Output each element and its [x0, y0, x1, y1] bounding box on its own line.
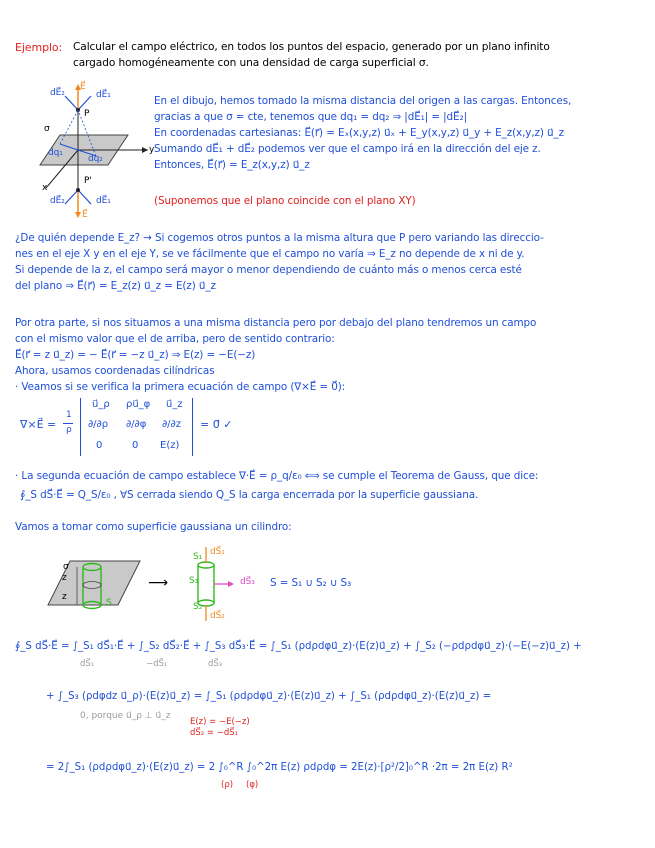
- curl-frac-bar: [63, 423, 73, 424]
- label-dE1-bottom: dE⃗₁: [96, 196, 111, 206]
- symmetry-line-4: Ahora, usamos coordenadas cilíndricas: [15, 365, 215, 377]
- det-r3c1: 0: [96, 440, 103, 451]
- fig2-S2: S₂: [193, 602, 203, 612]
- fig2-S: S: [106, 598, 112, 608]
- symmetry-line-5: · Veamos si se verifica la primera ecuación de campo (∇×E⃗ = 0⃗):: [15, 381, 346, 393]
- curl-frac-den: ρ: [66, 425, 72, 435]
- example-label: Ejemplo:: [15, 41, 63, 54]
- label-dE2-bottom: dE⃗₂: [50, 196, 65, 206]
- intro-line-2: gracias a que σ = cte, tenemos que dq₁ = dq₂ ⇒ |dE⃗₁| = |dE⃗₂|: [154, 111, 467, 123]
- label-dE2-top: dE⃗₂: [50, 88, 65, 98]
- problem-statement-line2: cargado homogéneamente con una densidad de carga superficial σ.: [73, 57, 429, 69]
- det-r3c3: E(z): [160, 440, 180, 451]
- fig2-arrow: ⟶: [148, 575, 168, 591]
- det-r1c2: ρu⃗_φ: [126, 399, 151, 410]
- point-P-prime: [76, 188, 80, 192]
- fig2-height-top: z: [62, 573, 67, 583]
- fig2-S3: S₃: [189, 576, 199, 586]
- dE2-bottom-vector: [65, 190, 78, 204]
- fig2-union: S = S₁ ∪ S₂ ∪ S₃: [270, 577, 352, 589]
- label-dq2: dq₂: [88, 154, 103, 164]
- label-E-top: E⃗: [80, 82, 86, 92]
- det-r1c3: u⃗_z: [166, 399, 183, 410]
- symmetry-line-1: Por otra parte, si nos situamos a una misma distancia pero por debajo del plano tendremos un campo: [15, 317, 537, 329]
- dS3-arrowhead: [228, 581, 234, 587]
- fig2-S1: S₁: [193, 552, 203, 562]
- eq3-note-rho: (ρ): [221, 780, 234, 790]
- curl-result: = 0⃗ ✓: [200, 418, 233, 431]
- eq2-note-zero: 0, porque u⃗_ρ ⊥ u⃗_z: [80, 711, 171, 721]
- dE1-top-vector: [78, 96, 91, 110]
- fig2-dS3: dS⃗₃: [240, 577, 255, 587]
- gauss-line-1: · La segunda ecuación de campo establece ∇·E⃗ = ρ_q/ε₀ ⟺ se cumple el Teorema de Gauss, que dice:: [15, 470, 539, 482]
- eq2-note-ez: E(z) = −E(−z): [190, 717, 250, 727]
- intro-line-1: En el dibujo, hemos tomado la misma distancia del origen a las cargas. Entonces,: [154, 95, 572, 107]
- det-r2c1: ∂/∂ρ: [88, 419, 109, 430]
- symmetry-line-3: E⃗(r⃗ = z u⃗_z) = − E⃗(r⃗ = −z u⃗_z) ⇒ E(z) = −E(−z): [15, 349, 256, 361]
- intro-line-3: En coordenadas cartesianas: E⃗(r⃗) = Eₓ(x,y,z) u⃗ₓ + E_y(x,y,z) u⃗_y + E_z(x,y,z) u⃗_z: [154, 127, 564, 139]
- dE2-top-vector: [65, 96, 78, 110]
- label-E-bottom: E⃗: [82, 210, 88, 220]
- fig2-height-bottom: z: [62, 592, 67, 602]
- assumption-note: (Suponemos que el plano coincide con el plano XY): [154, 195, 416, 207]
- dependence-line-2: nes en el eje X y en el eje Y, se ve fácilmente que el campo no varía ⇒ E_z no depende de x ni de y.: [15, 248, 525, 260]
- det-r3c2: 0: [132, 440, 139, 451]
- dependence-line-4: del plano ⇒ E⃗(r⃗) = E_z(z) u⃗_z = E(z) u⃗_z: [15, 280, 216, 292]
- curl-lhs: ∇×E⃗ =: [20, 418, 57, 431]
- det-r2c2: ∂/∂φ: [126, 419, 147, 430]
- label-P-prime: P': [84, 176, 92, 186]
- fig2-sigma: σ: [63, 562, 69, 572]
- eq1-note-dS3: dS⃗₃: [208, 659, 223, 669]
- det-r1c1: u⃗_ρ: [92, 399, 110, 410]
- gauss-line-2: ∮_S dS⃗·E⃗ = Q_S/ε₀ , ∀S cerrada siendo Q_S la carga encerrada por la superficie gaussiana.: [20, 489, 479, 501]
- y-axis-arrow: [142, 147, 148, 153]
- curl-frac-num: 1: [66, 410, 72, 420]
- symmetry-line-2: con el mismo valor que el de arriba, pero de sentido contrario:: [15, 333, 335, 345]
- problem-statement-line1: Calcular el campo eléctrico, en todos los puntos del espacio, generado por un plano infinito: [73, 41, 550, 53]
- gauss-equation-2: + ∫_S₃ (ρdφdz u⃗_ρ)·(E(z)u⃗_z) = ∫_S₁ (ρdρdφu⃗_z)·(E(z)u⃗_z) + ∫_S₁ (ρdρdφu⃗_z)·(E(z)u⃗_z) =: [46, 691, 492, 702]
- label-sigma: σ: [44, 124, 50, 134]
- label-P: P: [84, 109, 90, 119]
- eq1-note-neg-dS1: −dS⃗₁: [146, 659, 168, 669]
- label-y-axis: y: [149, 145, 155, 155]
- eq1-note-dS1: dS⃗₁: [80, 659, 95, 669]
- fig2-dS2: dS⃗₂: [210, 611, 225, 621]
- cylinder-intro: Vamos a tomar como superficie gaussiana un cilindro:: [15, 521, 292, 533]
- gauss-equation-3: = 2∫_S₁ (ρdρdφu⃗_z)·(E(z)u⃗_z) = 2 ∫₀^R ∫₀^2π E(z) ρdρdφ = 2E(z)·[ρ²/2]₀^R ·2π = 2π E(z) R²: [46, 762, 513, 773]
- intro-line-4: Sumando dE⃗₁ + dE⃗₂ podemos ver que el campo irá en la dirección del eje z.: [154, 143, 541, 155]
- intro-line-5: Entonces, E⃗(r⃗) = E_z(x,y,z) u⃗_z: [154, 159, 310, 171]
- label-x-axis: x: [42, 183, 48, 193]
- label-dq1: dq₁: [48, 148, 63, 158]
- gauss-equation-1: ∮_S dS⃗·E⃗ = ∫_S₁ dS⃗₁·E⃗ + ∫_S₂ dS⃗₂·E⃗ + ∫_S₃ dS⃗₃·E⃗ = ∫_S₁ (ρdρdφu⃗_z)·(E(z)u⃗_z) + ∫_S₂ (−ρdρdφu⃗_z)·(−E(−z)u⃗_z) +: [15, 641, 582, 652]
- det-r2c3: ∂/∂z: [162, 419, 181, 430]
- dependence-line-3: Si depende de la z, el campo será mayor o menor dependiendo de cuánto más o menos cerca esté: [15, 264, 522, 276]
- label-dE1-top: dE⃗₁: [96, 90, 111, 100]
- E-bottom-arrowhead: [75, 212, 81, 218]
- fig2-dS1: dS⃗₁: [210, 547, 225, 557]
- eq3-note-phi: (φ): [246, 780, 259, 790]
- det-right-bar: [192, 398, 193, 456]
- eq2-note-ds: dS⃗₂ = −dS⃗₁: [190, 728, 239, 738]
- det-left-bar: [80, 398, 81, 456]
- dependence-line-1: ¿De quién depende E_z? → Si cogemos otros puntos a la misma altura que P pero variando las direccio-: [15, 232, 544, 244]
- dE1-bottom-vector: [78, 190, 91, 204]
